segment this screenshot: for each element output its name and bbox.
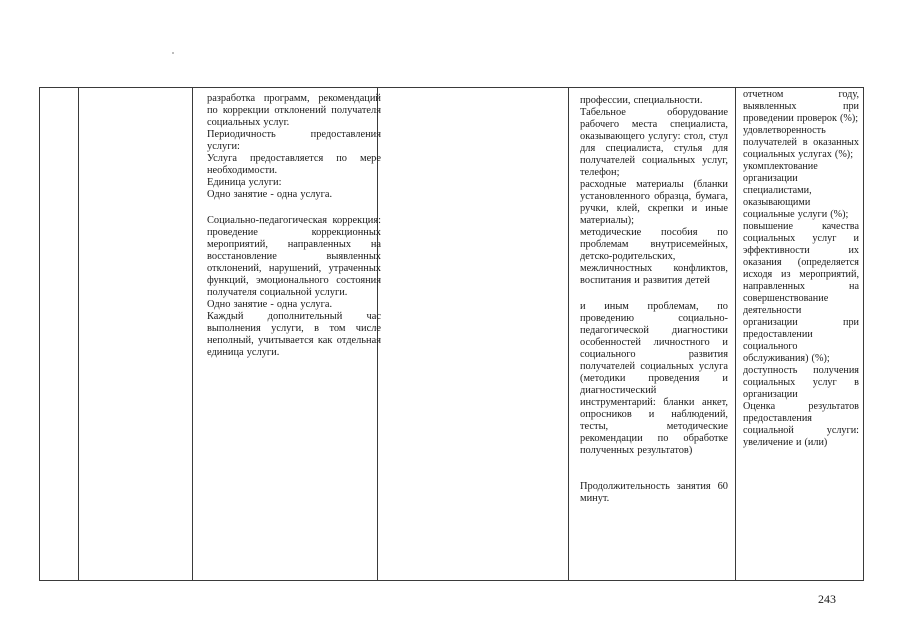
column-divider [863,87,864,581]
column-divider [192,87,193,581]
indicators-paragraph: отчетном году, выявленных при проведении проверок (%); [743,89,859,124]
indicators-paragraph: укомплектование организации специалистами, оказывающими социальные услуги (%); [743,161,849,220]
indicators-paragraph: доступность получения социальных услуг в организации [743,365,859,400]
column-divider [735,87,736,581]
indicators-paragraph: повышение качества социальных услуг и эффективности их оказания (определяется исходя из мероприятий, направленных на совершенствование деятельности организации при предоставлении социального обслуживания) (%); [743,221,859,364]
quality-indicators-cell [739,87,863,449]
methods-paragraph: Одно занятие - одна услуга. [207,299,333,310]
conditions-paragraph: и иным проблемам, по проведению социально-педагогической диагностики особенностей личностного и социального развития получателей социальных услуга (методики проведения и диагностический инструментарий: бланки анкет, опросников и наблюдений, тесты, методические рекомендации по обработке полученных результатов) [580,301,728,456]
service-conditions-cell [574,87,734,505]
service-methods-cell [201,87,387,359]
methods-paragraph: Периодичность предоставления услуги: [207,129,381,152]
methods-paragraph: Услуга предоставляется по мере необходимости. [207,153,381,176]
services-table [39,87,864,581]
methods-paragraph: Каждый дополнительный час выполнения услуги, в том числе неполный, учитывается как отдельная единица услуги. [207,311,381,358]
conditions-paragraph: Табельное оборудование рабочего места специалиста, оказывающего услугу: стол, стул для специалиста, стулья для получателей социальных услуг, телефон; [580,107,728,178]
conditions-paragraph: профессии, специальности. [580,95,703,106]
indicators-paragraph: удовлетворенность получателей в оказанных социальных услугах (%); [743,125,859,160]
methods-paragraph: разработка программ, рекомендаций по коррекции отклонений получателя социальных услуг. [207,93,381,128]
column-divider [568,87,569,581]
indicators-paragraph: Оценка результатов предоставления социальной услуги: увеличение и (или) [743,401,859,448]
conditions-paragraph: Продолжительность занятия 60 минут. [580,481,728,504]
table-bottom-border [39,580,864,581]
page-number: 243 [818,592,836,606]
methods-paragraph: Единица услуги: [207,177,282,188]
methods-paragraph: Одно занятие - одна услуга. [207,189,333,200]
column-divider [78,87,79,581]
conditions-paragraph: методические пособия по проблемам внутрисемейных, детско-родительских, межличностных конфликтов, воспитания и развития детей [580,227,728,286]
scan-speck [172,52,174,54]
column-divider [39,87,40,581]
conditions-paragraph: расходные материалы (бланки установленного образца, бумага, ручки, клей, скрепки и иные материалы); [580,179,728,226]
methods-paragraph: Социально-педагогическая коррекция: проведение коррекционных мероприятий, направленных на восстановление выявленных отклонений, нарушений, утраченных функций, эмоционального состояния получателя социальной услуги. [207,215,381,298]
